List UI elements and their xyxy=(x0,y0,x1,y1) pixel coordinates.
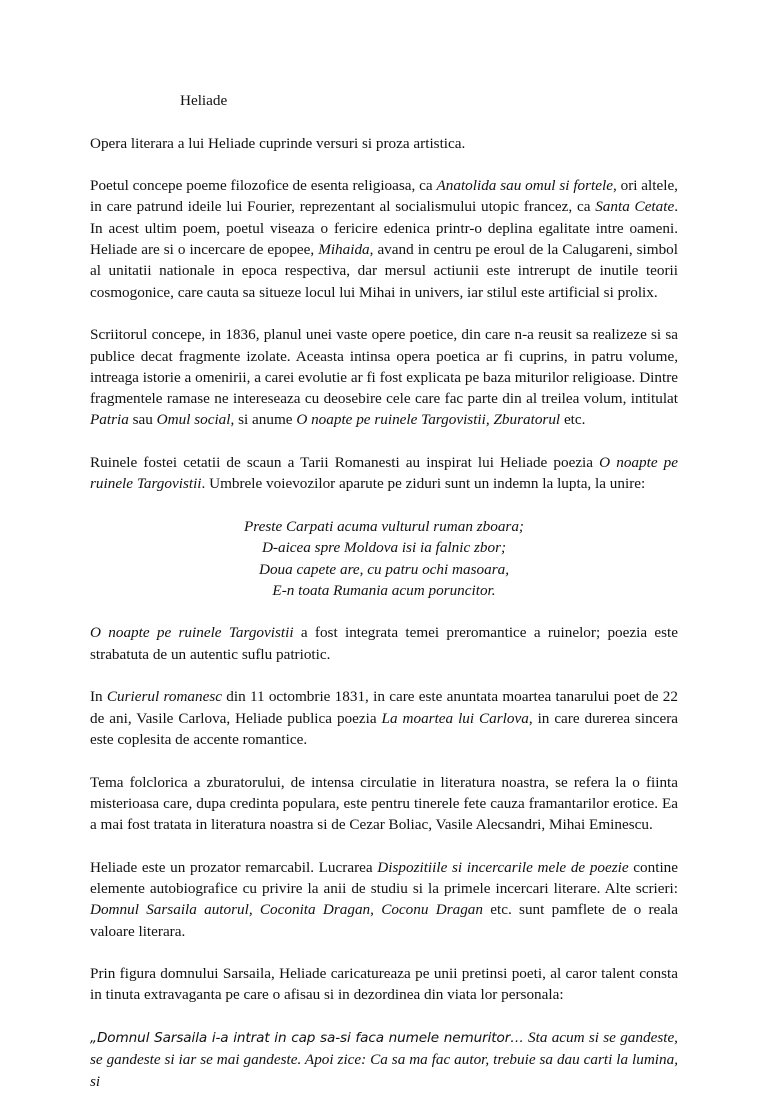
work-title: O noapte pe ruinele Targovistii xyxy=(90,624,294,642)
work-title: O noapte pe ruinele Targovistii, Zburatorul xyxy=(296,411,561,429)
paragraph-zburator: Tema folclorica a zburatorului, de intensa circulatie in literatura noastra, se refera la o fiinta misterioasa care, dupa credinta populara, este pentru tinerele fete cauza framantarilor erotice. Ea a mai fost tratata in literatura noastra si de Cezar Boliac, Vasile Alecsandri, Mihai Eminescu. xyxy=(90,773,678,834)
paragraph-preromantic: O noapte pe ruinele Targovistii a fost integrata temei preromantice a ruinelor; poezia este strabatuta de un autentic suflu patriotic. xyxy=(90,624,678,663)
poem-line: Doua capete are, cu patru ochi masoara, xyxy=(259,560,509,578)
work-title: Curierul romanesc xyxy=(106,688,222,706)
poem-line: Preste Carpati acuma vulturul ruman zboara; xyxy=(244,517,524,535)
work-title: Domnul Sarsaila autorul, Coconita Dragan, Coconu Dragan xyxy=(90,901,483,919)
paragraph-sarsaila: Prin figura domnului Sarsaila, Heliade caricatureaza pe unii pretinsi poeti, al caror talent consta in tinuta extravaganta pe care o afisau si in dezordinea din viata lor personala: xyxy=(90,965,678,1004)
paragraph-poems: Poetul concepe poeme filozofice de esenta religioasa, ca Anatolida sau omul si fortele, ori altele, in care patrund ideile lui Fourier, reprezentant al socialismului utopic francez, ca Santa Cetate. In acest ultim poem, poetul viseaza o fericire edenica printr-o deplina egalitate intre oameni. Heliade are si o incercare de epopee, Mihaida, avand in centru pe eroul de la Calugareni, simbol al unitatii nationale in epoca respectiva, dar mersul actiunii este intrerupt de inutile teorii cosmogonice, care cauta sa situeze locul lui Mihai in univers, iar stilul este artificial si prolix. xyxy=(90,177,679,301)
poem-excerpt xyxy=(90,516,678,601)
document-body xyxy=(90,90,678,1113)
poem-line: E-n toata Rumania acum poruncitor. xyxy=(272,581,496,599)
paragraph-ruins: Ruinele fostei cetatii de scaun a Tarii Romanesti au inspirat lui Heliade poezia O noapte pe ruinele Targovistii. Umbrele voievozilor aparute pe ziduri sunt un indemn la lupta, la unire: xyxy=(90,454,679,493)
paragraph-intro: Opera literara a lui Heliade cuprinde versuri si proza artistica. xyxy=(90,134,466,152)
work-title: La moartea lui Carlova xyxy=(381,709,529,727)
quote-excerpt: „Domnul Sarsaila i-a intrat in cap sa-si faca numele nemuritor… Sta acum si se gandeste, se gandeste si iar se mai gandeste. Apoi zice: Ca sa ma fac autor, trebuie sa dau carti la lumina, si xyxy=(90,1029,678,1090)
work-title: Mihaida xyxy=(318,241,370,259)
document-title: Heliade xyxy=(180,92,228,109)
paragraph-vast-work: Scriitorul concepe, in 1836, planul unei vaste opere poetice, din care n-a reusit sa realizeze si sa publice decat fragmente izolate. Aceasta intinsa opera poetica ar fi cuprins, in patru volume, intreaga istorie a omenirii, a carei evolutie ar fi fost explicata pe baza miturilor religioase. Dintre fragmentele ramase ne intereseaza cu deosebire cele care fac parte din al treilea volum, intitulat Patria sau Omul social, si anume O noapte pe ruinele Targovistii, Zburatorul etc. xyxy=(90,326,678,429)
work-title: Patria xyxy=(90,411,129,429)
paragraph-carlova: In Curierul romanesc din 11 octombrie 1831, in care este anuntata moartea tanarului poet de 22 de ani, Vasile Carlova, Heliade publica poezia La moartea lui Carlova, in care durerea sincera este coplesita de accente romantice. xyxy=(90,688,678,748)
paragraph-prose: Heliade este un prozator remarcabil. Lucrarea Dispozitiile si incercarile mele de poezie contine elemente autobiografice cu privire la anii de studiu si la primele incercari literare. Alte scrieri: Domnul Sarsaila autorul, Coconita Dragan, Coconu Dragan etc. sunt pamflete de o reala valoare literara. xyxy=(90,858,679,940)
work-title: Santa Cetate xyxy=(595,198,675,216)
work-title: Dispozitiile si incercarile mele de poezie xyxy=(377,858,629,876)
work-title: Anatolida sau omul si fortele xyxy=(436,177,613,195)
work-title: O noapte pe ruinele Targovistii xyxy=(90,454,679,493)
poem-line: D-aicea spre Moldova isi ia falnic zbor; xyxy=(261,539,507,557)
work-title: Omul social xyxy=(156,411,231,429)
